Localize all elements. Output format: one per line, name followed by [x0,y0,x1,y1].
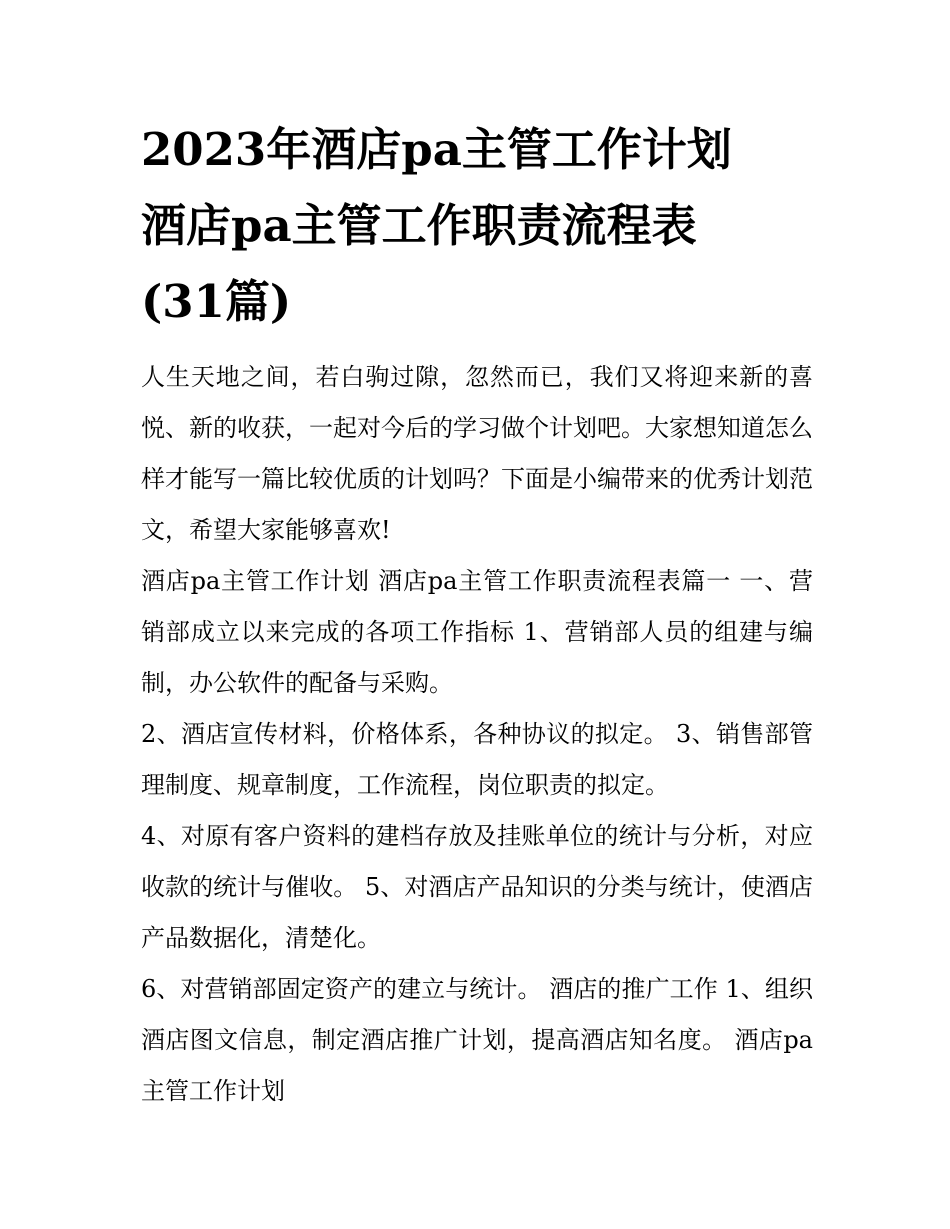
body-paragraph-3: 4、对原有客户资料的建档存放及挂账单位的统计与分析，对应收款的统计与催收。 5、对酒店产品知识的分类与统计，使酒店产品数据化，清楚化。 [141,822,813,952]
body-paragraph-2: 2、酒店宣传材料，价格体系，各种协议的拟定。 3、销售部管理制度、规章制度，工作流程，岗位职责的拟定。 [141,720,813,799]
intro-paragraph: 人生天地之间，若白驹过隙，忽然而已，我们又将迎来新的喜悦、新的收获，一起对今后的学习做个计划吧。大家想知道怎么样才能写一篇比较优质的计划吗？下面是小编带来的优秀计划范文，希望大家能够喜欢! [141,363,813,544]
document-title [141,112,813,340]
title-line-2: 酒店pa主管工作职责流程表 [141,199,697,252]
title-line-1: 2023年酒店pa主管工作计划 [141,123,732,176]
title-line-3: (31篇) [141,275,292,328]
body-paragraph-4: 6、对营销部固定资产的建立与统计。 酒店的推广工作 1、组织酒店图文信息，制定酒店推广计划，提高酒店知名度。 酒店pa主管工作计划 [141,975,813,1105]
document-body [141,112,813,1117]
body-paragraph-1: 酒店pa主管工作计划 酒店pa主管工作职责流程表篇一 一、营销部成立以来完成的各项工作指标 1、营销部人员的组建与编制，办公软件的配备与采购。 [141,567,813,697]
